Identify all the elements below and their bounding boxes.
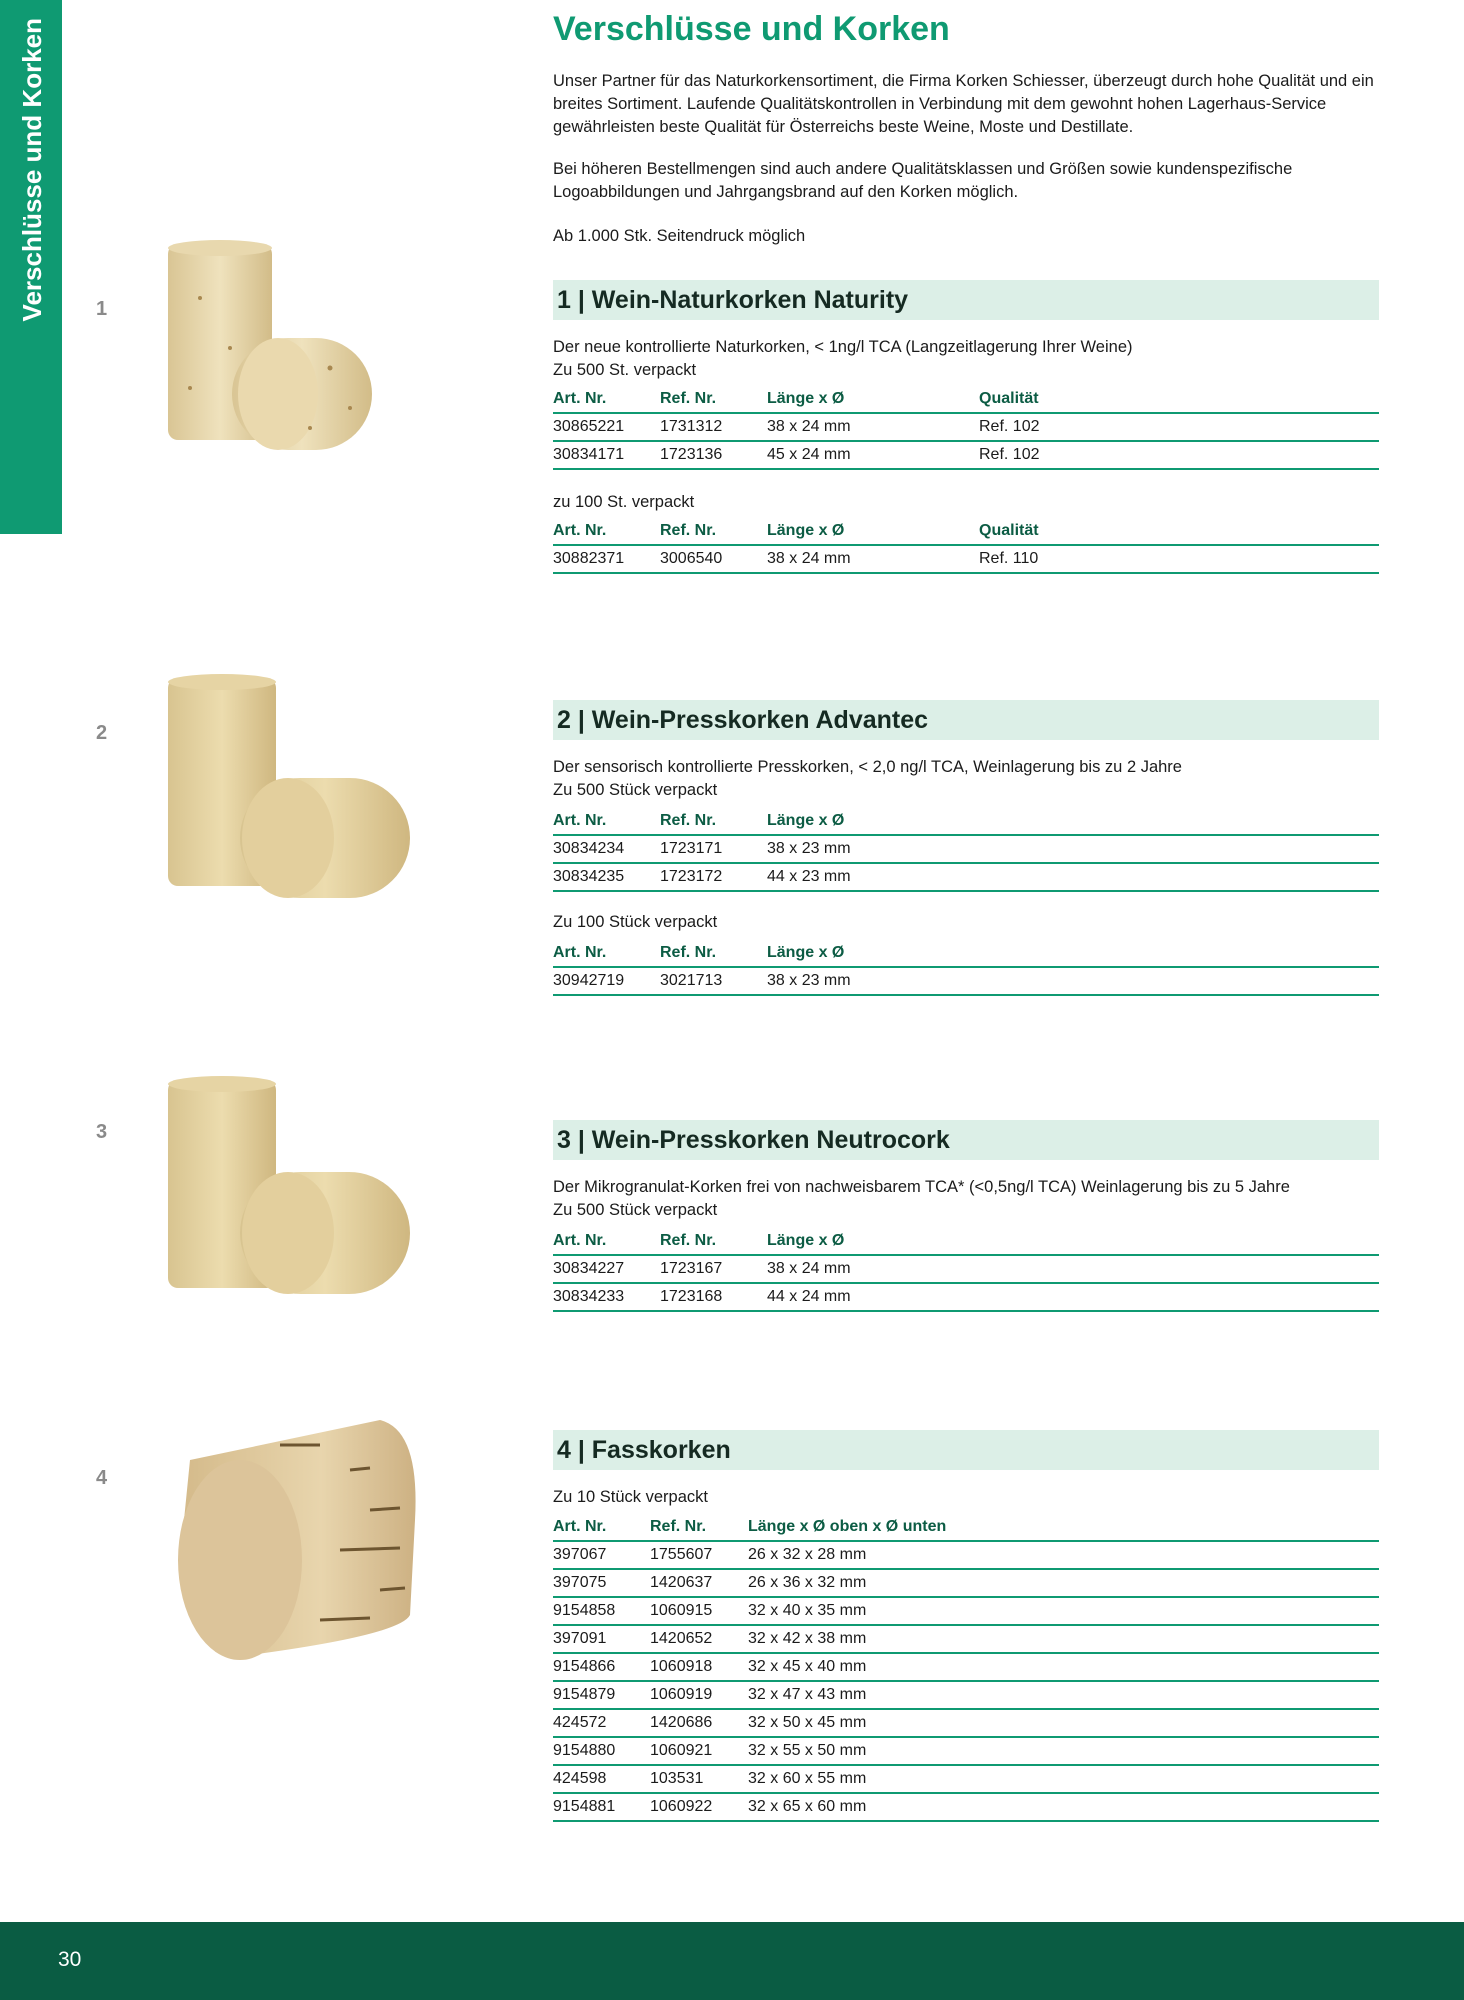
section-title: 3 | Wein-Presskorken Neutrocork — [557, 1126, 950, 1154]
table-row — [553, 441, 1379, 469]
table-cell: 32 x 50 x 45 mm — [748, 1709, 1379, 1737]
table-cell: 32 x 55 x 50 mm — [748, 1737, 1379, 1765]
spec-table — [553, 1514, 1379, 1822]
packaging-info: Zu 500 Stück verpackt — [553, 1201, 718, 1219]
table-cell: 9154879 — [553, 1681, 650, 1709]
barrel-cork-image — [170, 1400, 430, 1670]
table-row — [553, 1709, 1379, 1737]
column-header: Länge x Ø — [767, 808, 1379, 835]
table-row — [553, 1541, 1379, 1569]
table-cell: 9154866 — [553, 1653, 650, 1681]
table-cell: 1723168 — [660, 1283, 767, 1311]
column-header: Art. Nr. — [553, 808, 660, 835]
intro-paragraph-2: Bei höheren Bestellmengen sind auch andere Qualitätsklassen und Größen sowie kundenspezifische Logoabbildungen und Jahrgangsbrand auf den Korken möglich. — [553, 160, 1293, 201]
spec-table — [553, 940, 1379, 996]
table-header-row — [553, 808, 1379, 835]
product-description: Der neue kontrollierte Naturkorken, < 1ng/l TCA (Langzeitlagerung Ihrer Weine) — [553, 338, 1133, 356]
packaging-info: zu 100 St. verpackt — [553, 493, 695, 511]
table-cell: 30834227 — [553, 1255, 660, 1283]
column-header: Ref. Nr. — [660, 808, 767, 835]
table-cell: 1723136 — [660, 441, 767, 469]
table-cell: Ref. 102 — [979, 413, 1379, 441]
sidebar-tab — [0, 0, 62, 534]
column-header: Art. Nr. — [553, 518, 660, 545]
table-cell: 30942719 — [553, 967, 660, 995]
table-cell: 38 x 24 mm — [767, 1255, 1379, 1283]
spec-table — [553, 808, 1379, 892]
column-header: Ref. Nr. — [650, 1514, 748, 1541]
table-cell: Ref. 102 — [979, 441, 1379, 469]
neutrocork-image — [160, 1072, 460, 1302]
table-row — [553, 1681, 1379, 1709]
table-cell: Ref. 110 — [979, 545, 1379, 573]
table-row — [553, 1765, 1379, 1793]
table-cell: 1060922 — [650, 1793, 748, 1821]
column-header: Art. Nr. — [553, 1514, 650, 1541]
table-row — [553, 413, 1379, 441]
table-cell: 1420652 — [650, 1625, 748, 1653]
intro-paragraph-1: Unser Partner für das Naturkorkensortiment, die Firma Korken Schiesser, überzeugt durch hohe Qualität und ein breites Sortiment. Laufende Qualitätskontrollen in Verbindung mit dem gewohnt hohen Lagerhaus-Service gewährleisten beste Qualität für Österreichs beste Weine, Moste und Destillate. — [553, 72, 1374, 136]
table-cell: 32 x 42 x 38 mm — [748, 1625, 1379, 1653]
table-cell: 26 x 32 x 28 mm — [748, 1541, 1379, 1569]
table-cell: 397075 — [553, 1569, 650, 1597]
table-row — [553, 545, 1379, 573]
product-number: 1 — [96, 298, 108, 320]
column-header: Art. Nr. — [553, 386, 660, 413]
table-cell: 3021713 — [660, 967, 767, 995]
sidebar-label: Verschlüsse und Korken — [17, 18, 47, 322]
table-header-row — [553, 1228, 1379, 1255]
column-header: Länge x Ø — [767, 1228, 1379, 1255]
table-cell: 38 x 23 mm — [767, 835, 1379, 863]
column-header: Qualität — [979, 518, 1379, 545]
column-header: Länge x Ø — [767, 386, 979, 413]
product-number: 3 — [96, 1121, 108, 1143]
page-number: 30 — [58, 1948, 82, 1971]
packaging-info: Zu 10 Stück verpackt — [553, 1488, 708, 1506]
column-header: Ref. Nr. — [660, 1228, 767, 1255]
table-row — [553, 967, 1379, 995]
column-header: Länge x Ø oben x Ø unten — [748, 1514, 1379, 1541]
table-cell: 103531 — [650, 1765, 748, 1793]
table-cell: 1060921 — [650, 1737, 748, 1765]
table-cell: 38 x 24 mm — [767, 413, 979, 441]
column-header: Ref. Nr. — [660, 518, 767, 545]
product-number: 2 — [96, 722, 108, 744]
spec-table — [553, 386, 1379, 470]
section-title: 2 | Wein-Presskorken Advantec — [557, 706, 929, 734]
spec-table — [553, 518, 1379, 574]
table-cell: 1420686 — [650, 1709, 748, 1737]
table-cell: 1060919 — [650, 1681, 748, 1709]
table-cell: 397091 — [553, 1625, 650, 1653]
column-header: Ref. Nr. — [660, 940, 767, 967]
table-header-row — [553, 518, 1379, 545]
table-cell: 32 x 65 x 60 mm — [748, 1793, 1379, 1821]
table-cell: 26 x 36 x 32 mm — [748, 1569, 1379, 1597]
page-title: Verschlüsse und Korken — [553, 10, 950, 48]
press-cork-image — [160, 670, 460, 900]
section-header-neutrocork — [553, 1120, 1379, 1160]
spec-table — [553, 1228, 1379, 1312]
table-cell: 424572 — [553, 1709, 650, 1737]
table-row — [553, 1653, 1379, 1681]
column-header: Länge x Ø — [767, 518, 979, 545]
table-header-row — [553, 386, 1379, 413]
product-number: 4 — [96, 1467, 108, 1489]
table-row — [553, 1737, 1379, 1765]
table-cell: 397067 — [553, 1541, 650, 1569]
table-cell: 38 x 23 mm — [767, 967, 1379, 995]
column-header: Art. Nr. — [553, 940, 660, 967]
table-cell: 1723171 — [660, 835, 767, 863]
table-cell: 32 x 60 x 55 mm — [748, 1765, 1379, 1793]
table-cell: 38 x 24 mm — [767, 545, 979, 573]
table-row — [553, 1569, 1379, 1597]
column-header: Ref. Nr. — [660, 386, 767, 413]
column-header: Länge x Ø — [767, 940, 1379, 967]
table-row — [553, 1793, 1379, 1821]
footer-bar — [0, 1922, 1464, 2000]
table-header-row — [553, 940, 1379, 967]
packaging-info: Zu 100 Stück verpackt — [553, 913, 718, 931]
table-cell: 9154880 — [553, 1737, 650, 1765]
table-cell: 32 x 40 x 35 mm — [748, 1597, 1379, 1625]
table-cell: 3006540 — [660, 545, 767, 573]
table-cell: 1060915 — [650, 1597, 748, 1625]
product-description: Der Mikrogranulat-Korken frei von nachweisbarem TCA* (<0,5ng/l TCA) Weinlagerung bis zu 5 Jahre — [553, 1178, 1290, 1196]
table-row — [553, 1597, 1379, 1625]
table-cell: 9154881 — [553, 1793, 650, 1821]
section-header-advantec — [553, 700, 1379, 740]
table-cell: 1060918 — [650, 1653, 748, 1681]
table-cell: 1755607 — [650, 1541, 748, 1569]
table-cell: 45 x 24 mm — [767, 441, 979, 469]
table-cell: 9154858 — [553, 1597, 650, 1625]
table-cell: 1723167 — [660, 1255, 767, 1283]
section-title: 4 | Fasskorken — [557, 1436, 731, 1464]
packaging-info: Zu 500 Stück verpackt — [553, 781, 718, 799]
section-title: 1 | Wein-Naturkorken Naturity — [557, 286, 909, 314]
table-cell: 32 x 45 x 40 mm — [748, 1653, 1379, 1681]
table-cell: 30865221 — [553, 413, 660, 441]
table-cell: 44 x 23 mm — [767, 863, 1379, 891]
table-cell: 30834171 — [553, 441, 660, 469]
intro-paragraph-3: Ab 1.000 Stk. Seitendruck möglich — [553, 227, 806, 245]
packaging-info: Zu 500 St. verpackt — [553, 361, 697, 379]
column-header: Art. Nr. — [553, 1228, 660, 1255]
section-header-fasskorken — [553, 1430, 1379, 1470]
section-header-naturity — [553, 280, 1379, 320]
table-cell: 30834233 — [553, 1283, 660, 1311]
table-row — [553, 835, 1379, 863]
table-cell: 1420637 — [650, 1569, 748, 1597]
table-row — [553, 1283, 1379, 1311]
column-header: Qualität — [979, 386, 1379, 413]
natural-cork-image — [160, 238, 460, 458]
table-row — [553, 1625, 1379, 1653]
table-cell: 424598 — [553, 1765, 650, 1793]
table-cell: 30882371 — [553, 545, 660, 573]
table-cell: 30834234 — [553, 835, 660, 863]
product-description: Der sensorisch kontrollierte Presskorken, < 2,0 ng/l TCA, Weinlagerung bis zu 2 Jahre — [553, 758, 1182, 776]
table-cell: 32 x 47 x 43 mm — [748, 1681, 1379, 1709]
table-header-row — [553, 1514, 1379, 1541]
table-row — [553, 1255, 1379, 1283]
table-cell: 1723172 — [660, 863, 767, 891]
table-cell: 30834235 — [553, 863, 660, 891]
table-cell: 44 x 24 mm — [767, 1283, 1379, 1311]
table-cell: 1731312 — [660, 413, 767, 441]
table-row — [553, 863, 1379, 891]
